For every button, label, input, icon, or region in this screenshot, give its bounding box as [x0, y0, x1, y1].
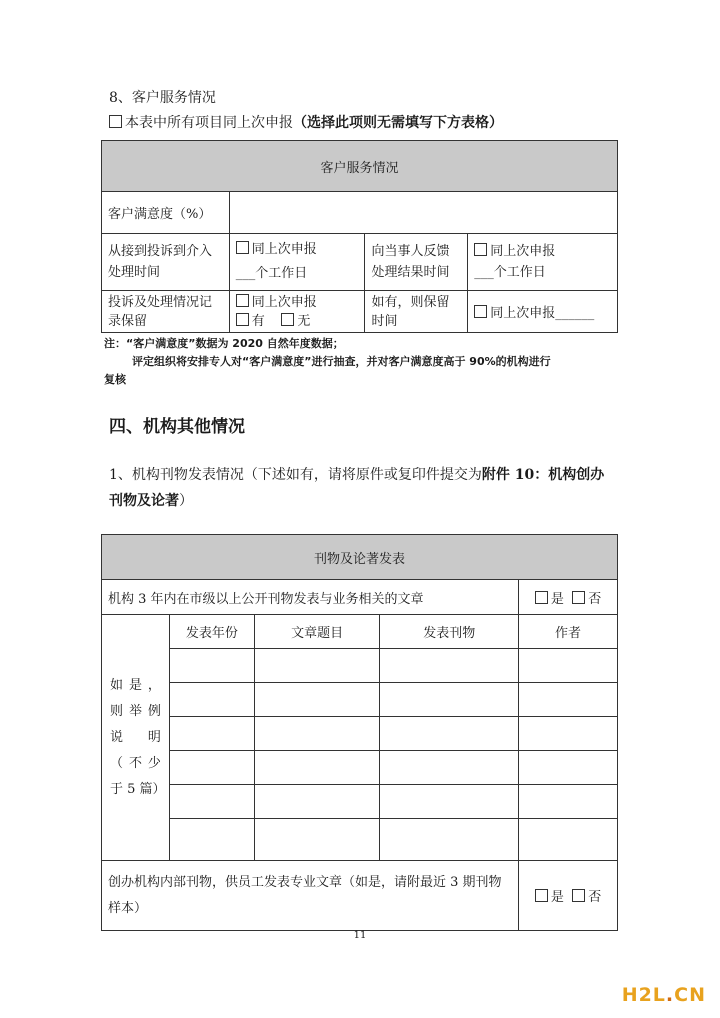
same-as-last-text: 本表中所有项目同上次申报	[125, 115, 293, 131]
checkbox[interactable]	[572, 591, 585, 604]
option-label: 否	[588, 591, 602, 607]
item-1-text	[109, 462, 617, 514]
published-articles-choice[interactable]	[519, 580, 618, 615]
feedback-time-workdays[interactable]: ___个工作日	[474, 265, 546, 280]
item-1-prefix: 1、机构刊物发表情况（下述如有，请将原件或复印件提交为	[109, 467, 482, 483]
internal-journal-question: 创办机构内部刊物，供员工发表专业文章（如是，请附最近 3 期刊物样本）	[102, 861, 519, 931]
note-line-1: 注：“客户满意度”数据为 2020 自然年度数据；	[104, 337, 344, 350]
column-header-year: 发表年份	[169, 615, 254, 649]
column-header-journal: 发表刊物	[380, 615, 519, 649]
site-watermark-logo	[622, 984, 706, 1006]
author-cell[interactable]	[519, 785, 618, 819]
published-articles-question: 机构 3 年内在市级以上公开刊物发表与业务相关的文章	[102, 580, 519, 615]
checkbox[interactable]	[535, 889, 548, 902]
title-cell[interactable]	[254, 819, 380, 861]
journal-cell[interactable]	[380, 683, 519, 717]
option-label: 有	[251, 313, 265, 329]
table-row	[102, 751, 618, 785]
author-cell[interactable]	[519, 717, 618, 751]
yes-option[interactable]	[535, 890, 564, 905]
table-row	[102, 717, 618, 751]
feedback-time-label: 向当事人反馈处理结果时间	[365, 234, 468, 291]
journal-cell[interactable]	[380, 649, 519, 683]
year-cell[interactable]	[169, 819, 254, 861]
complaint-response-workdays[interactable]: ___个工作日	[235, 266, 308, 281]
table-row	[102, 785, 618, 819]
retention-time-option[interactable]	[468, 291, 618, 333]
satisfaction-label: 客户满意度（%）	[102, 192, 230, 234]
customer-service-table	[101, 140, 618, 333]
option-label: 同上次申报	[251, 242, 317, 257]
complaint-response-label: 从接到投诉到介入处理时间	[102, 234, 230, 291]
checkbox[interactable]	[572, 889, 585, 902]
option-label: 是	[550, 890, 564, 905]
satisfaction-input[interactable]	[229, 192, 617, 234]
complaint-response-same-option[interactable]	[236, 238, 359, 262]
item-1-suffix: ）	[179, 493, 193, 509]
record-no-option[interactable]	[281, 314, 310, 329]
author-cell[interactable]	[519, 683, 618, 717]
note-line-3: 复核	[104, 373, 126, 386]
record-keeping-same-option[interactable]	[236, 293, 359, 312]
journal-cell[interactable]	[380, 751, 519, 785]
table-row	[102, 819, 618, 861]
examples-side-label: 如是，则举例说明（不少于 5 篇）	[102, 615, 170, 861]
title-cell[interactable]	[254, 683, 380, 717]
section-4-title: 四、机构其他情况	[109, 417, 245, 437]
year-cell[interactable]	[169, 717, 254, 751]
title-cell[interactable]	[254, 751, 380, 785]
journal-cell[interactable]	[380, 717, 519, 751]
watermark-dot: .	[665, 984, 675, 1006]
journal-cell[interactable]	[380, 785, 519, 819]
customer-service-header: 客户服务情况	[102, 141, 618, 192]
checkbox[interactable]	[281, 313, 294, 326]
record-keeping-label: 投诉及处理情况记录保留	[102, 291, 230, 333]
checkbox[interactable]	[474, 305, 487, 318]
section-8-title: 8、客户服务情况	[109, 90, 216, 106]
checkbox[interactable]	[236, 294, 249, 307]
title-cell[interactable]	[254, 717, 380, 751]
checkbox[interactable]	[236, 313, 249, 326]
checkbox[interactable]	[236, 241, 249, 254]
option-label: 同上次申报______	[490, 306, 595, 321]
watermark-tld: CN	[674, 984, 706, 1006]
watermark-main: H2L	[621, 984, 666, 1006]
page-number: 11	[353, 930, 367, 941]
feedback-time-same-option[interactable]	[474, 241, 611, 262]
table-row	[102, 649, 618, 683]
yes-option[interactable]	[535, 592, 564, 607]
author-cell[interactable]	[519, 819, 618, 861]
no-option[interactable]	[572, 890, 601, 905]
title-cell[interactable]	[254, 785, 380, 819]
journal-cell[interactable]	[380, 819, 519, 861]
author-cell[interactable]	[519, 649, 618, 683]
checkbox[interactable]	[474, 243, 487, 256]
same-as-last-checkbox[interactable]	[109, 115, 122, 128]
option-label: 是	[550, 591, 564, 607]
publications-table	[101, 534, 618, 931]
retention-time-label: 如有，则保留时间	[365, 291, 468, 333]
internal-journal-choice[interactable]	[519, 861, 618, 931]
table-row	[102, 683, 618, 717]
option-label: 同上次申报	[251, 294, 317, 310]
column-header-title: 文章题目	[254, 615, 380, 649]
option-label: 无	[297, 313, 311, 329]
checkbox[interactable]	[535, 591, 548, 604]
column-header-author: 作者	[519, 615, 618, 649]
note-line-2: 评定组织将安排专人对“客户满意度”进行抽查，并对客户满意度高于 90%的机构进行	[132, 355, 551, 368]
option-label: 否	[588, 890, 602, 905]
year-cell[interactable]	[169, 785, 254, 819]
year-cell[interactable]	[169, 683, 254, 717]
title-cell[interactable]	[254, 649, 380, 683]
item-1-attachment: 附件 10：机构创办刊物及论著	[109, 467, 605, 509]
option-label: 同上次申报	[490, 244, 556, 259]
author-cell[interactable]	[519, 751, 618, 785]
no-option[interactable]	[572, 592, 601, 607]
publications-header: 刊物及论著发表	[102, 535, 618, 580]
year-cell[interactable]	[169, 649, 254, 683]
year-cell[interactable]	[169, 751, 254, 785]
record-yes-option[interactable]	[236, 314, 265, 329]
same-as-last-instruction: （选择此项则无需填写下方表格）	[293, 115, 503, 131]
same-as-last-line	[109, 112, 503, 132]
